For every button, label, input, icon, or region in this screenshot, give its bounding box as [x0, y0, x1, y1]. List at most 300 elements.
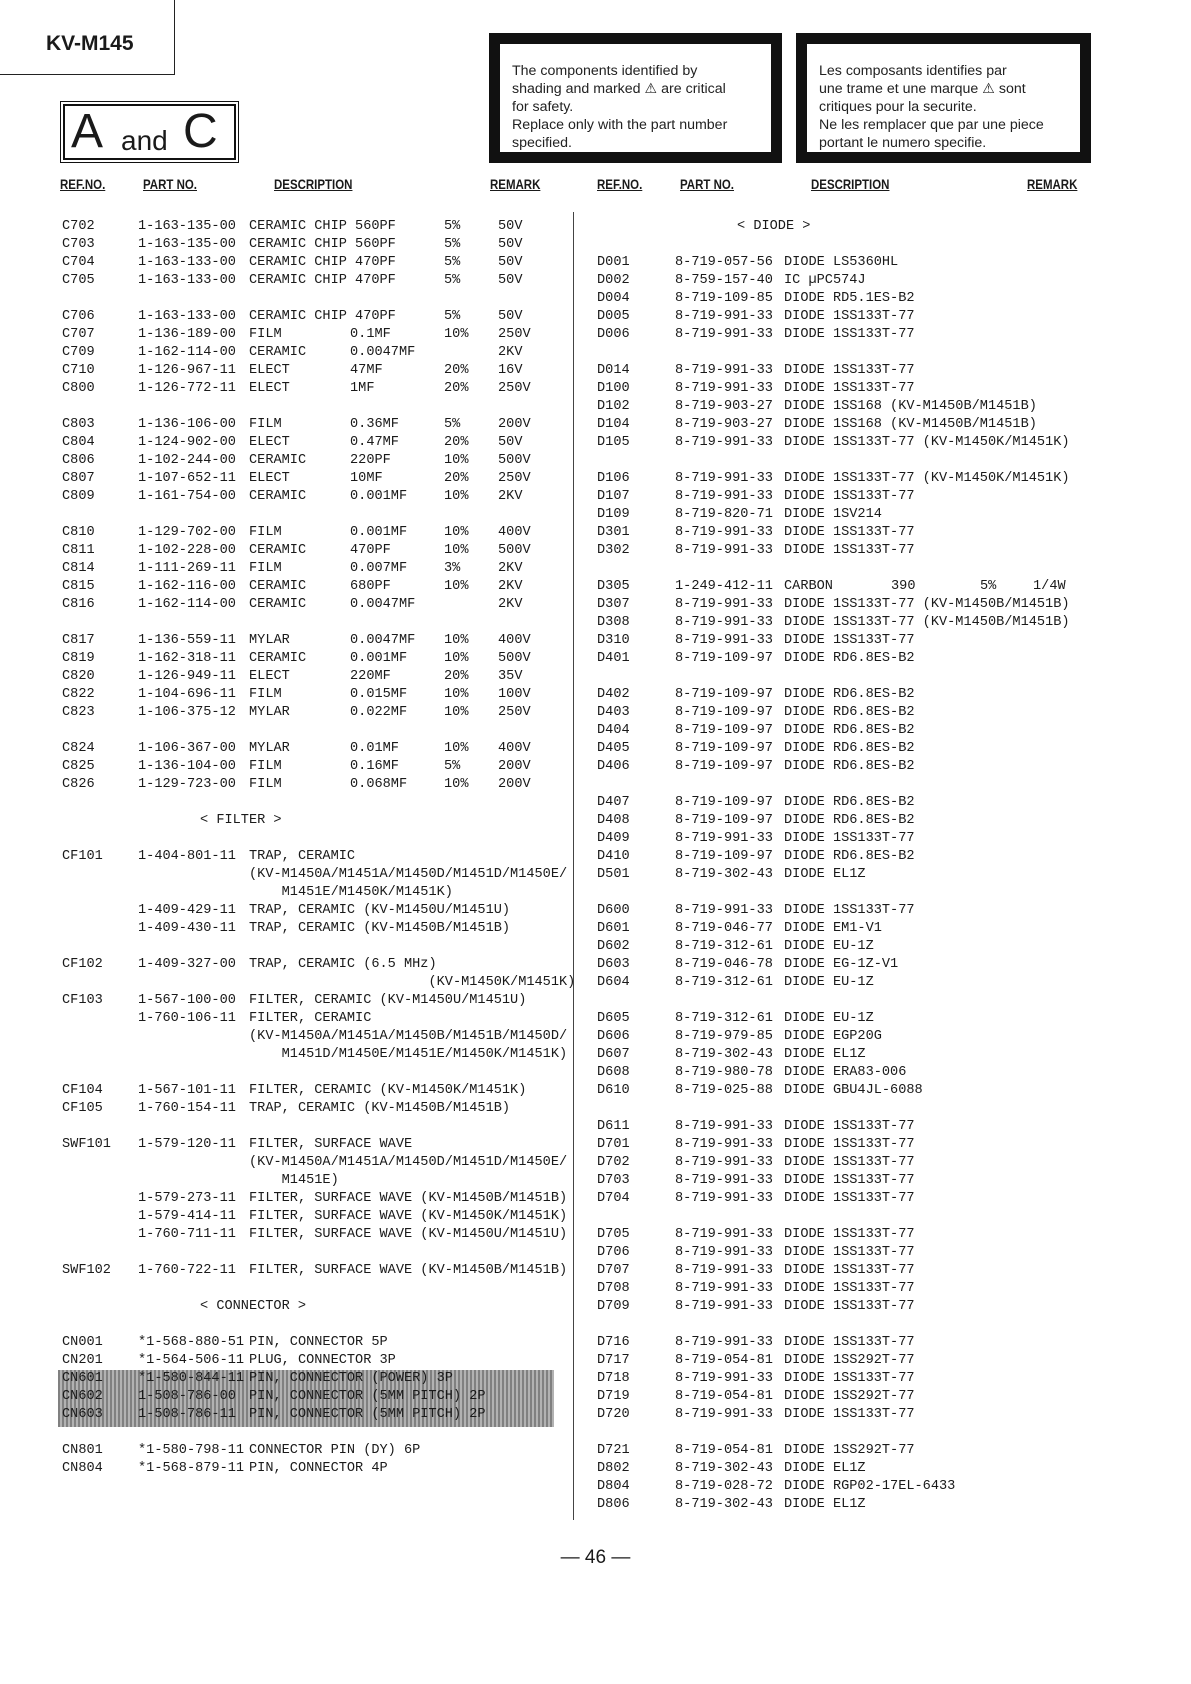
cell-desc: CERAMIC: [249, 597, 307, 612]
table-row: [595, 1442, 1095, 1460]
cell-desc: IC µPC574J: [784, 273, 866, 288]
cell-ref: CN601: [62, 1371, 103, 1386]
cell-desc: (KV-M1450A/M1451A/M1450D/M1451D/M1450E/: [249, 1155, 568, 1170]
cell-part: 8-719-991-33: [675, 1407, 773, 1422]
cell-part: 8-719-991-33: [675, 597, 773, 612]
cell-ref: D721: [597, 1443, 630, 1458]
cell-desc: (KV-M1450A/M1451A/M1450B/M1451B/M1450D/: [249, 1029, 568, 1044]
cell-part: 1-163-135-00: [138, 219, 236, 234]
table-row: [595, 290, 1095, 308]
cell-val: 680PF: [350, 579, 391, 594]
cell-ref: C814: [62, 561, 95, 576]
cell-part: 1-163-133-00: [138, 273, 236, 288]
table-row: [595, 686, 1095, 704]
cell-ref: SWF101: [62, 1137, 111, 1152]
table-row: [595, 956, 1095, 974]
spacer: [60, 1244, 580, 1262]
cell-part: *1-568-879-11: [138, 1461, 245, 1476]
cell-ref: D501: [597, 867, 630, 882]
cell-desc: MYLAR: [249, 705, 290, 720]
table-row: [60, 1010, 580, 1028]
cell-ref: C710: [62, 363, 95, 378]
spacer: [595, 1424, 1095, 1442]
cell-desc: DIODE 1SS292T-77: [784, 1443, 915, 1458]
table-row: [60, 1208, 580, 1226]
cell-tol: 20%: [444, 363, 469, 378]
spacer: [60, 1064, 580, 1082]
cell-desc: DIODE 1SS133T-77: [784, 1173, 915, 1188]
cell-ref: CN603: [62, 1407, 103, 1422]
cell-desc: M1451E/M1450K/M1451K): [249, 885, 453, 900]
table-row: [60, 1442, 580, 1460]
table-row: [60, 884, 580, 902]
cell-tol: 5%: [980, 579, 997, 594]
table-row: [60, 344, 580, 362]
cell-val: 390: [891, 579, 916, 594]
cell-part: 8-719-991-33: [675, 1173, 773, 1188]
cell-val: 0.1MF: [350, 327, 391, 342]
cell-ref: CN801: [62, 1443, 103, 1458]
cell-tol: 3%: [444, 561, 461, 576]
cell-ref: C824: [62, 741, 95, 756]
spacer: [60, 398, 580, 416]
cell-desc: DIODE 1SS133T-77 (KV-M1450K/M1451K): [784, 435, 1070, 450]
cell-desc: DIODE EU-1Z: [784, 1011, 874, 1026]
cell-part: 1-162-318-11: [138, 651, 236, 666]
table-row: [595, 326, 1095, 344]
cell-ref: C709: [62, 345, 95, 360]
table-row: [60, 848, 580, 866]
cell-part: 1-106-375-12: [138, 705, 236, 720]
cell-desc: DIODE 1SS133T-77: [784, 309, 915, 324]
cell-ref: CN804: [62, 1461, 103, 1476]
cell-desc: FILM: [249, 777, 282, 792]
cell-part: 8-719-991-33: [675, 1137, 773, 1152]
table-row: [60, 974, 580, 992]
cell-ref: D717: [597, 1353, 630, 1368]
cell-ref: D709: [597, 1299, 630, 1314]
table-row: [60, 650, 580, 668]
cell-part: 8-719-302-43: [675, 1047, 773, 1062]
cell-part: 1-129-723-00: [138, 777, 236, 792]
cell-desc: ELECT: [249, 669, 290, 684]
cell-part: 8-719-991-33: [675, 615, 773, 630]
cell-desc: FILTER, CERAMIC: [249, 1011, 372, 1026]
safety-notice-french: [796, 33, 1091, 163]
cell-part: 1-409-430-11: [138, 921, 236, 936]
cell-part: 8-719-109-97: [675, 687, 773, 702]
cell-desc: PIN, CONNECTOR (5MM PITCH) 2P: [249, 1407, 486, 1422]
table-row: [60, 704, 580, 722]
cell-desc: FILTER, CERAMIC (KV-M1450K/M1451K): [249, 1083, 527, 1098]
table-row: [595, 1460, 1095, 1478]
table-row: [595, 1352, 1095, 1370]
notice-line: une trame et une marque ⚠ sont: [819, 81, 1026, 97]
right-header-remark: REMARK: [1027, 176, 1078, 192]
table-row: [595, 254, 1095, 272]
spacer: [595, 236, 1095, 254]
spacer: [60, 1316, 580, 1334]
cell-ref: D707: [597, 1263, 630, 1278]
cell-desc: DIODE EL1Z: [784, 1461, 866, 1476]
right-header-part: PART NO.: [680, 176, 735, 192]
notice-line: portant le numero specifie.: [819, 135, 987, 151]
cell-val: 470PF: [350, 543, 391, 558]
cell-ref: D305: [597, 579, 630, 594]
cell-rating: 250V: [498, 327, 531, 342]
cell-desc: DIODE 1SS133T-77: [784, 489, 915, 504]
cell-val: 220MF: [350, 669, 391, 684]
cell-tol: 10%: [444, 705, 469, 720]
left-header-desc: DESCRIPTION: [274, 176, 353, 192]
table-row: [60, 1460, 580, 1478]
cell-ref: D402: [597, 687, 630, 702]
table-row: [595, 1226, 1095, 1244]
cell-desc: PLUG, CONNECTOR 3P: [249, 1353, 396, 1368]
cell-tol: 10%: [444, 579, 469, 594]
page-number: — 46 —: [560, 1547, 631, 1568]
cell-rating: 35V: [498, 669, 523, 684]
cell-ref: D410: [597, 849, 630, 864]
notice-line: Les composants identifies par: [819, 63, 1007, 79]
cell-desc: DIODE 1SS133T-77: [784, 903, 915, 918]
cell-desc: (KV-M1450K/M1451K): [249, 975, 576, 990]
table-row: [595, 1298, 1095, 1316]
cell-part: 8-719-312-61: [675, 939, 773, 954]
cell-val: 0.015MF: [350, 687, 408, 702]
cell-part: 8-719-991-33: [675, 1281, 773, 1296]
cell-desc: FILTER, SURFACE WAVE (KV-M1450B/M1451B): [249, 1191, 568, 1206]
table-row: [595, 614, 1095, 632]
cell-tol: 10%: [444, 633, 469, 648]
table-row: [595, 1388, 1095, 1406]
table-row: [595, 524, 1095, 542]
cell-desc: (KV-M1450A/M1451A/M1450D/M1451D/M1450E/: [249, 867, 568, 882]
cell-val: 10MF: [350, 471, 383, 486]
cell-desc: PIN, CONNECTOR (5MM PITCH) 2P: [249, 1389, 486, 1404]
cell-desc: TRAP, CERAMIC (KV-M1450B/M1451B): [249, 1101, 511, 1116]
cell-desc: DIODE 1SS133T-77: [784, 831, 915, 846]
cell-part: 8-719-302-43: [675, 1461, 773, 1476]
cell-desc: DIODE EL1Z: [784, 1047, 866, 1062]
table-row: [595, 866, 1095, 884]
cell-desc: CERAMIC: [249, 345, 307, 360]
cell-part: 1-163-133-00: [138, 255, 236, 270]
cell-part: 1-760-154-11: [138, 1101, 236, 1116]
cell-part: 8-719-028-72: [675, 1479, 773, 1494]
table-row: [595, 812, 1095, 830]
cell-part: 8-719-991-33: [675, 525, 773, 540]
safety-notice-english: [489, 33, 782, 163]
cell-part: 1-760-711-11: [138, 1227, 236, 1242]
cell-desc: DIODE EGP20G: [784, 1029, 882, 1044]
cell-desc: DIODE RD6.8ES-B2: [784, 705, 915, 720]
table-row: [60, 272, 580, 290]
cell-desc: TRAP, CERAMIC (KV-M1450B/M1451B): [249, 921, 511, 936]
cell-part: *1-580-798-11: [138, 1443, 245, 1458]
table-row: [60, 308, 580, 326]
cell-ref: C819: [62, 651, 95, 666]
cell-part: 8-719-302-43: [675, 1497, 773, 1512]
cell-desc: DIODE EM1-V1: [784, 921, 882, 936]
section-heading-row: [60, 812, 580, 830]
cell-desc: CERAMIC: [249, 489, 307, 504]
group-heading: < DIODE >: [737, 219, 811, 234]
cell-rating: 50V: [498, 309, 523, 324]
table-row: [595, 380, 1095, 398]
cell-desc: DIODE RD6.8ES-B2: [784, 795, 915, 810]
cell-val: 0.16MF: [350, 759, 399, 774]
cell-rating: 2KV: [498, 561, 523, 576]
cell-desc: CERAMIC: [249, 651, 307, 666]
table-row: [60, 920, 580, 938]
cell-desc: DIODE RD6.8ES-B2: [784, 813, 915, 828]
cell-ref: D701: [597, 1137, 630, 1152]
cell-ref: D307: [597, 597, 630, 612]
cell-ref: C822: [62, 687, 95, 702]
left-header-ref: REF.NO.: [60, 176, 106, 192]
cell-rating: 50V: [498, 255, 523, 270]
table-row: [595, 1262, 1095, 1280]
cell-desc: DIODE 1SS133T-77: [784, 1137, 915, 1152]
table-row: [595, 1244, 1095, 1262]
cell-ref: D601: [597, 921, 630, 936]
table-row: [60, 254, 580, 272]
table-row: [60, 434, 580, 452]
cell-desc: CERAMIC CHIP 560PF: [249, 219, 396, 234]
cell-desc: CERAMIC CHIP 470PF: [249, 273, 396, 288]
cell-rating: 200V: [498, 777, 531, 792]
cell-part: 8-719-025-88: [675, 1083, 773, 1098]
cell-tol: 10%: [444, 543, 469, 558]
cell-desc: DIODE RD6.8ES-B2: [784, 687, 915, 702]
cell-part: 1-760-722-11: [138, 1263, 236, 1278]
cell-part: 1-102-244-00: [138, 453, 236, 468]
cell-part: *1-580-844-11: [138, 1371, 245, 1386]
cell-part: 1-102-228-00: [138, 543, 236, 558]
table-row: [60, 542, 580, 560]
table-row: [60, 1226, 580, 1244]
cell-desc: DIODE 1SS168 (KV-M1450B/M1451B): [784, 399, 1037, 414]
cell-part: 8-719-991-33: [675, 543, 773, 558]
cell-ref: C806: [62, 453, 95, 468]
cell-part: *1-568-880-51: [138, 1335, 245, 1350]
table-row: [60, 1172, 580, 1190]
spacer: [595, 1316, 1095, 1334]
cell-desc: CONNECTOR PIN (DY) 6P: [249, 1443, 421, 1458]
cell-tol: 5%: [444, 273, 461, 288]
table-row: [60, 1082, 580, 1100]
cell-part: 1-107-652-11: [138, 471, 236, 486]
cell-tol: 5%: [444, 759, 461, 774]
cell-part: 8-719-991-33: [675, 1335, 773, 1350]
cell-desc: M1451D/M1450E/M1451E/M1450K/M1451K): [249, 1047, 568, 1062]
cell-part: 8-719-054-81: [675, 1389, 773, 1404]
table-row: [60, 1334, 580, 1352]
cell-desc: DIODE EU-1Z: [784, 939, 874, 954]
cell-part: 8-719-991-33: [675, 363, 773, 378]
spacer: [60, 506, 580, 524]
cell-tol: 10%: [444, 327, 469, 342]
cell-desc: CARBON: [784, 579, 833, 594]
cell-ref: CN201: [62, 1353, 103, 1368]
table-row: [595, 1082, 1095, 1100]
cell-rating: 200V: [498, 759, 531, 774]
cell-ref: D104: [597, 417, 630, 432]
cell-desc: DIODE EL1Z: [784, 867, 866, 882]
cell-desc: DIODE LS5360HL: [784, 255, 899, 270]
cell-ref: D405: [597, 741, 630, 756]
cell-val: 0.022MF: [350, 705, 408, 720]
cell-rating: 50V: [498, 219, 523, 234]
section-letter-a: A: [71, 105, 104, 158]
cell-desc: DIODE 1SS133T-77: [784, 1263, 915, 1278]
cell-tol: 10%: [444, 651, 469, 666]
table-row: [60, 902, 580, 920]
cell-part: 1-126-967-11: [138, 363, 236, 378]
cell-ref: CF105: [62, 1101, 103, 1116]
cell-ref: D102: [597, 399, 630, 414]
table-row: [595, 1028, 1095, 1046]
cell-part: 8-719-109-97: [675, 741, 773, 756]
cell-tol: 5%: [444, 219, 461, 234]
cell-tol: 10%: [444, 453, 469, 468]
table-row: [60, 740, 580, 758]
table-row: [595, 416, 1095, 434]
cell-part: 8-719-991-33: [675, 633, 773, 648]
cell-part: 8-719-109-85: [675, 291, 773, 306]
cell-part: 8-719-903-27: [675, 399, 773, 414]
cell-part: 1-126-949-11: [138, 669, 236, 684]
table-row: [595, 272, 1095, 290]
table-row: [60, 236, 580, 254]
cell-val: 0.068MF: [350, 777, 408, 792]
cell-tol: 5%: [444, 309, 461, 324]
cell-ref: D602: [597, 939, 630, 954]
cell-ref: D802: [597, 1461, 630, 1476]
cell-rating: 250V: [498, 381, 531, 396]
cell-desc: CERAMIC: [249, 543, 307, 558]
cell-ref: C807: [62, 471, 95, 486]
cell-rating: 50V: [498, 435, 523, 450]
cell-ref: D006: [597, 327, 630, 342]
cell-ref: D708: [597, 1281, 630, 1296]
table-row: [60, 470, 580, 488]
cell-val: 1MF: [350, 381, 375, 396]
table-row: [595, 1406, 1095, 1424]
table-row: [595, 1478, 1095, 1496]
right-parts-table: [595, 218, 1095, 1514]
cell-val: 0.0047MF: [350, 597, 416, 612]
cell-part: 1-567-101-11: [138, 1083, 236, 1098]
cell-rating: 50V: [498, 273, 523, 288]
cell-rating: 1/4W: [1033, 579, 1066, 594]
cell-part: 1-106-367-00: [138, 741, 236, 756]
notice-line: The components identified by: [512, 63, 698, 79]
table-row: [60, 362, 580, 380]
cell-desc: DIODE 1SV214: [784, 507, 882, 522]
cell-ref: D719: [597, 1389, 630, 1404]
spacer: [60, 1280, 580, 1298]
cell-ref: D806: [597, 1497, 630, 1512]
cell-desc: FILTER, SURFACE WAVE: [249, 1137, 413, 1152]
cell-ref: C702: [62, 219, 95, 234]
table-row: [595, 1280, 1095, 1298]
cell-ref: D401: [597, 651, 630, 666]
cell-ref: CN602: [62, 1389, 103, 1404]
cell-rating: 400V: [498, 525, 531, 540]
table-row: [60, 956, 580, 974]
cell-desc: DIODE 1SS133T-77: [784, 525, 915, 540]
cell-desc: DIODE EL1Z: [784, 1497, 866, 1512]
cell-part: 8-719-312-61: [675, 1011, 773, 1026]
cell-ref: C820: [62, 669, 95, 684]
cell-desc: FILM: [249, 561, 282, 576]
spacer: [60, 830, 580, 848]
cell-ref: C815: [62, 579, 95, 594]
cell-desc: DIODE RD6.8ES-B2: [784, 651, 915, 666]
table-row: [595, 470, 1095, 488]
cell-ref: C823: [62, 705, 95, 720]
cell-desc: CERAMIC CHIP 560PF: [249, 237, 396, 252]
cell-tol: 10%: [444, 741, 469, 756]
table-row: [595, 1046, 1095, 1064]
cell-part: 1-162-116-00: [138, 579, 236, 594]
cell-part: 1-162-114-00: [138, 597, 236, 612]
notice-line: Ne les remplacer que par une piece: [819, 117, 1044, 133]
cell-desc: CERAMIC: [249, 453, 307, 468]
table-row: [595, 830, 1095, 848]
table-row: [60, 596, 580, 614]
cell-rating: 400V: [498, 741, 531, 756]
table-row: [60, 416, 580, 434]
cell-part: 1-409-327-00: [138, 957, 236, 972]
cell-desc: DIODE 1SS133T-77: [784, 327, 915, 342]
cell-desc: DIODE 1SS133T-77: [784, 1371, 915, 1386]
cell-rating: 50V: [498, 237, 523, 252]
cell-part: 8-719-991-33: [675, 381, 773, 396]
cell-val: 0.001MF: [350, 651, 408, 666]
table-row: [595, 1370, 1095, 1388]
cell-rating: 250V: [498, 705, 531, 720]
cell-desc: MYLAR: [249, 741, 290, 756]
table-row: [60, 560, 580, 578]
cell-desc: DIODE 1SS133T-77: [784, 363, 915, 378]
cell-ref: D004: [597, 291, 630, 306]
cell-part: 1-136-189-00: [138, 327, 236, 342]
cell-part: 1-124-902-00: [138, 435, 236, 450]
cell-part: 8-719-046-78: [675, 957, 773, 972]
left-parts-table: [60, 218, 580, 1478]
table-row: [595, 758, 1095, 776]
table-row: [60, 1190, 580, 1208]
table-row: [595, 1154, 1095, 1172]
cell-val: 0.47MF: [350, 435, 399, 450]
cell-ref: D302: [597, 543, 630, 558]
cell-desc: ELECT: [249, 435, 290, 450]
cell-part: 1-508-786-00: [138, 1389, 236, 1404]
spacer: [60, 1424, 580, 1442]
cell-rating: 2KV: [498, 489, 523, 504]
cell-ref: D301: [597, 525, 630, 540]
cell-ref: CF104: [62, 1083, 103, 1098]
section-heading-row: [595, 218, 1095, 236]
cell-ref: C825: [62, 759, 95, 774]
table-row: [595, 1172, 1095, 1190]
cell-ref: CF101: [62, 849, 103, 864]
table-row: [595, 506, 1095, 524]
cell-part: 8-719-991-33: [675, 1371, 773, 1386]
